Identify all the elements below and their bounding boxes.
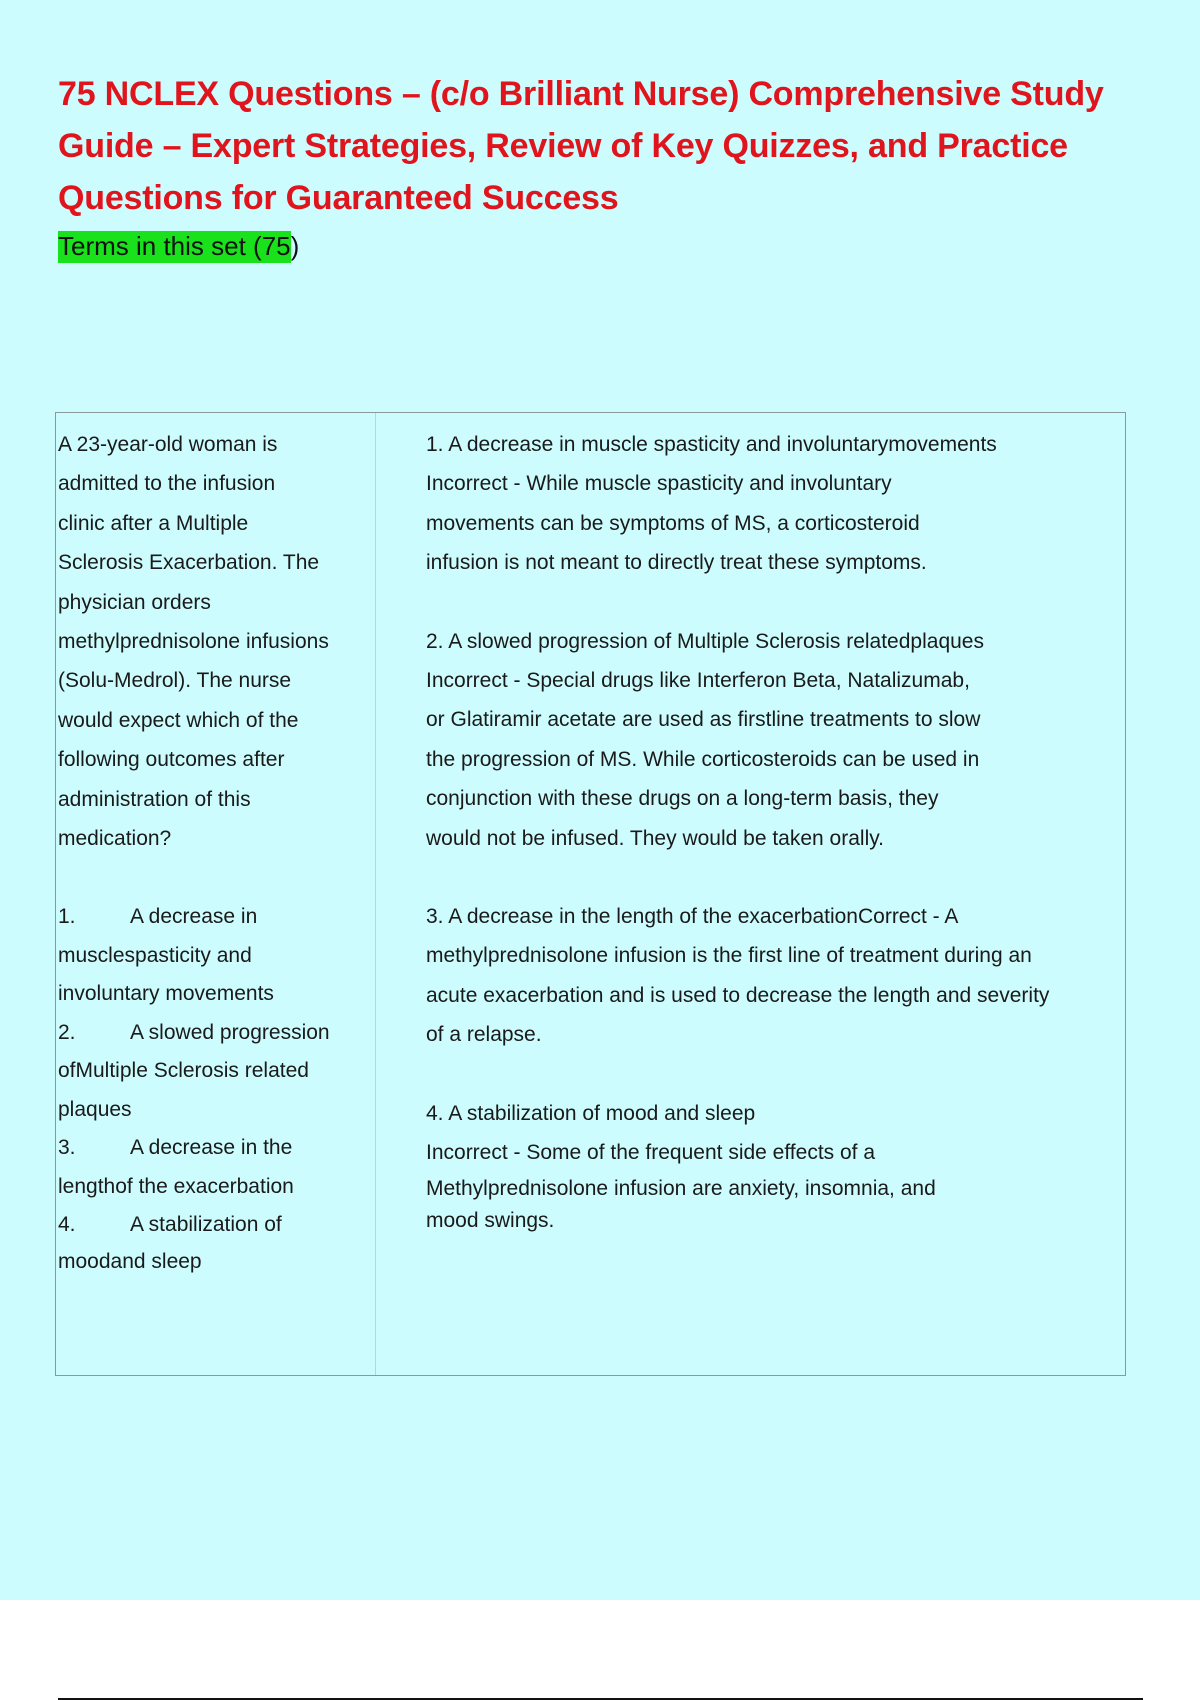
option-text: plaques <box>58 1097 132 1121</box>
question-line: clinic after a Multiple <box>58 511 249 535</box>
option-text: musclespasticity and <box>58 943 252 967</box>
answer-block-4 <box>426 1094 1126 1237</box>
option-text: lengthof the exacerbation <box>58 1174 294 1198</box>
answer-line: infusion is not meant to directly treat these symptoms. <box>426 551 927 575</box>
answer-line: mood swings. <box>426 1208 555 1232</box>
option-text: involuntary movements <box>58 982 274 1006</box>
option-text: A slowed progression <box>130 1020 330 1044</box>
answer-line: Incorrect - Some of the frequent side effects of a <box>426 1141 876 1165</box>
question-line: would expect which of the <box>58 708 299 732</box>
answer-line: Incorrect - While muscle spasticity and involuntary <box>426 472 892 496</box>
option-1 <box>58 898 363 1014</box>
question-line: medication? <box>58 827 172 851</box>
terms-count <box>58 229 299 263</box>
answer-line: methylprednisolone infusion is the first line of treatment during an <box>426 944 1032 968</box>
question-line: methylprednisolone infusions <box>58 630 329 654</box>
option-number: 2. <box>58 1020 76 1044</box>
answer-heading: 1. A decrease in muscle spasticity and involuntarymovements <box>426 433 997 456</box>
answer-line: would not be infused. They would be taken orally. <box>426 826 885 850</box>
option-4 <box>58 1206 363 1278</box>
answer-line: the progression of MS. While corticosteroids can be used in <box>426 747 980 771</box>
answer-line: movements can be symptoms of MS, a corticosteroid <box>426 511 920 535</box>
question-line: Sclerosis Exacerbation. The <box>58 551 320 575</box>
answer-line: conjunction with these drugs on a long-term basis, they <box>426 787 939 811</box>
answer-block-3 <box>426 897 1126 1055</box>
answer-line: Methylprednisolone infusion are anxiety, insomnia, and <box>426 1176 936 1200</box>
answer-line: Incorrect - Special drugs like Interferon Beta, Natalizumab, <box>426 669 970 693</box>
terms-count-close: ) <box>290 231 300 261</box>
option-text: ofMultiple Sclerosis related <box>58 1059 309 1083</box>
question-line: A 23-year-old woman is <box>58 433 278 456</box>
option-text: A stabilization of <box>130 1213 282 1237</box>
answer-heading: 2. A slowed progression of Multiple Sclerosis relatedplaques <box>426 629 984 653</box>
terms-count-highlight: Terms in this set (75 <box>58 231 291 261</box>
question-cell <box>58 425 363 1278</box>
question-line: administration of this <box>58 787 251 811</box>
question-line: following outcomes after <box>58 748 285 772</box>
option-number: 4. <box>58 1213 76 1237</box>
option-3 <box>58 1129 363 1206</box>
question-line: (Solu-Medrol). The nurse <box>58 669 292 693</box>
answer-heading: 3. A decrease in the length of the exacerbationCorrect - A <box>426 905 959 929</box>
answer-block-2 <box>426 622 1126 858</box>
column-divider <box>375 413 376 1375</box>
question-line: admitted to the infusion <box>58 472 276 496</box>
answer-line: acute exacerbation and is used to decrease the length and severity <box>426 983 1050 1007</box>
option-number: 3. <box>58 1136 76 1160</box>
page-title: 75 NCLEX Questions – (c/o Brilliant Nurse) Comprehensive Study Guide – Expert Strategies, Review of Key Quizzes, and Practice Questions for Guaranteed Success <box>58 75 1104 217</box>
option-number: 1. <box>58 905 76 929</box>
answer-line: or Glatiramir acetate are used as firstline treatments to slow <box>426 708 981 732</box>
question-stem <box>58 425 363 858</box>
option-text: A decrease in <box>130 905 258 929</box>
option-2 <box>58 1014 363 1130</box>
qa-table <box>55 412 1126 1376</box>
option-text: A decrease in the <box>130 1136 293 1160</box>
answer-line: of a relapse. <box>426 1023 542 1047</box>
answer-heading: 4. A stabilization of mood and sleep <box>426 1101 756 1125</box>
answer-block-1 <box>426 425 1126 583</box>
option-text: moodand sleep <box>58 1249 202 1273</box>
answer-cell <box>426 425 1126 1276</box>
question-line: physician orders <box>58 590 211 614</box>
